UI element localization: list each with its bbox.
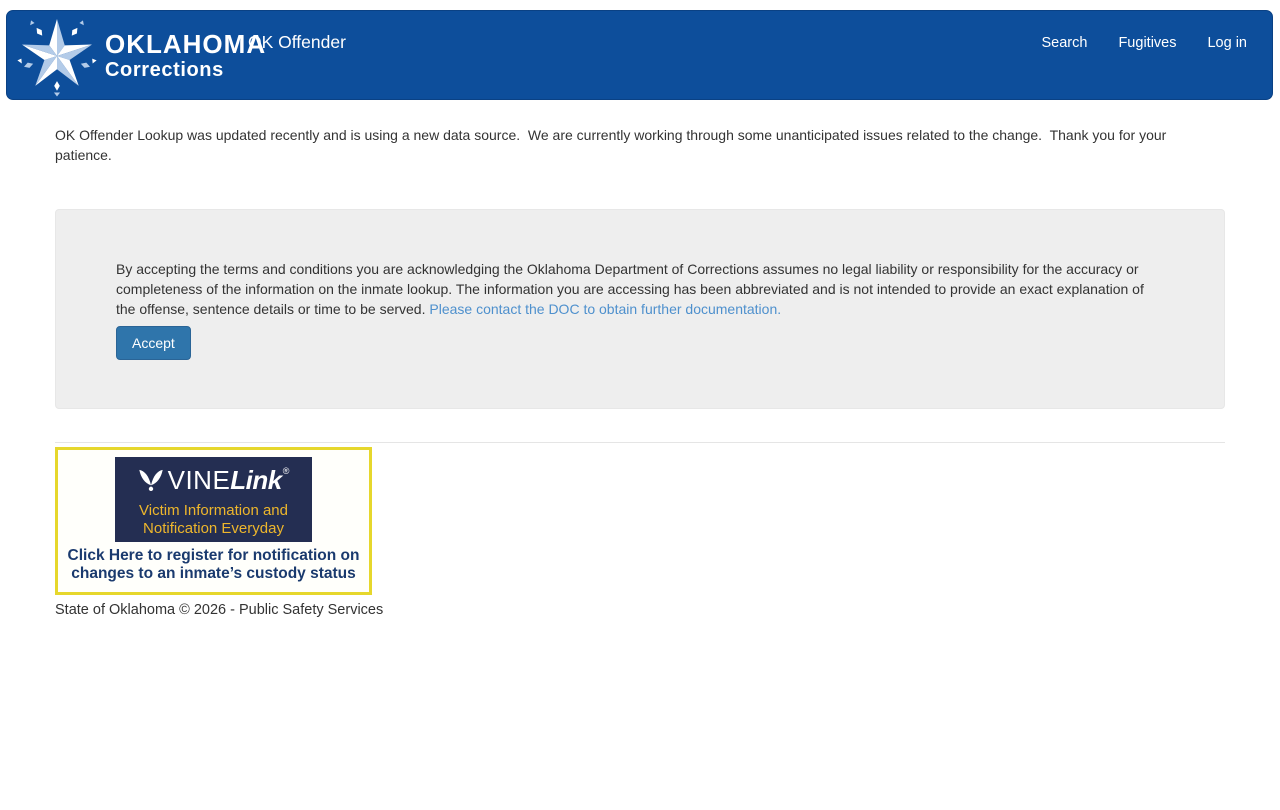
- nav-link-search[interactable]: Search: [1041, 35, 1088, 51]
- data-source-notice: OK Offender Lookup was updated recently and is using a new data source. We are currently working through some unanticipated issues related to the change. Thank you for your patience.: [55, 127, 1171, 163]
- brand-line-oklahoma: OKLAHOMA: [105, 29, 267, 59]
- main-content: [55, 125, 1225, 619]
- vine-caption: [58, 547, 369, 583]
- nav-link-login[interactable]: Log in: [1207, 35, 1247, 51]
- vinelink-logo-box: [115, 457, 312, 542]
- vine-caption-line2: changes to an inmate’s custody status: [71, 565, 356, 582]
- vine-tagline-line2: Notification Everyday: [143, 519, 284, 537]
- brand-text: [105, 30, 266, 82]
- vine-caption-line1: Click Here to register for notification on: [67, 547, 360, 564]
- accept-button[interactable]: Accept: [116, 326, 191, 360]
- vine-wordmark: VINE: [167, 465, 231, 495]
- vine-tagline: [115, 502, 312, 537]
- vinelink-logo-row: [115, 465, 312, 496]
- vinelink-icon: [138, 466, 168, 495]
- nav-link-fugitives[interactable]: Fugitives: [1118, 35, 1177, 51]
- brand-line-corrections: Corrections: [105, 59, 224, 81]
- terms-paragraph: [116, 259, 1144, 319]
- terms-panel: [55, 209, 1225, 409]
- app-title: OK Offender: [248, 32, 346, 52]
- brand-logo-link[interactable]: [13, 11, 266, 101]
- vinelink-banner-link[interactable]: [55, 447, 372, 595]
- vine-tagline-line1: Victim Information and: [139, 502, 288, 519]
- navbar-links: [1042, 35, 1248, 51]
- oklahoma-star-icon: [13, 12, 101, 100]
- footer-copyright: State of Oklahoma © 2026 - Public Safety Services: [55, 602, 384, 618]
- link-wordmark: Link: [230, 465, 282, 495]
- contact-doc-link[interactable]: Please contact the DOC to obtain further documentation.: [429, 301, 782, 317]
- terms-body-text: By accepting the terms and conditions you are acknowledging the Oklahoma Department of Corrections assumes no legal liability or responsibility for the accuracy or completeness of the information on the inmate lookup. The information you are accessing has been abbreviated and is not intended to provide an exact explanation of the offense, sentence details or time to be served.: [116, 261, 1144, 317]
- top-navbar: [6, 10, 1273, 100]
- content-divider: [55, 442, 1225, 443]
- registered-trademark-symbol: ®: [282, 466, 290, 476]
